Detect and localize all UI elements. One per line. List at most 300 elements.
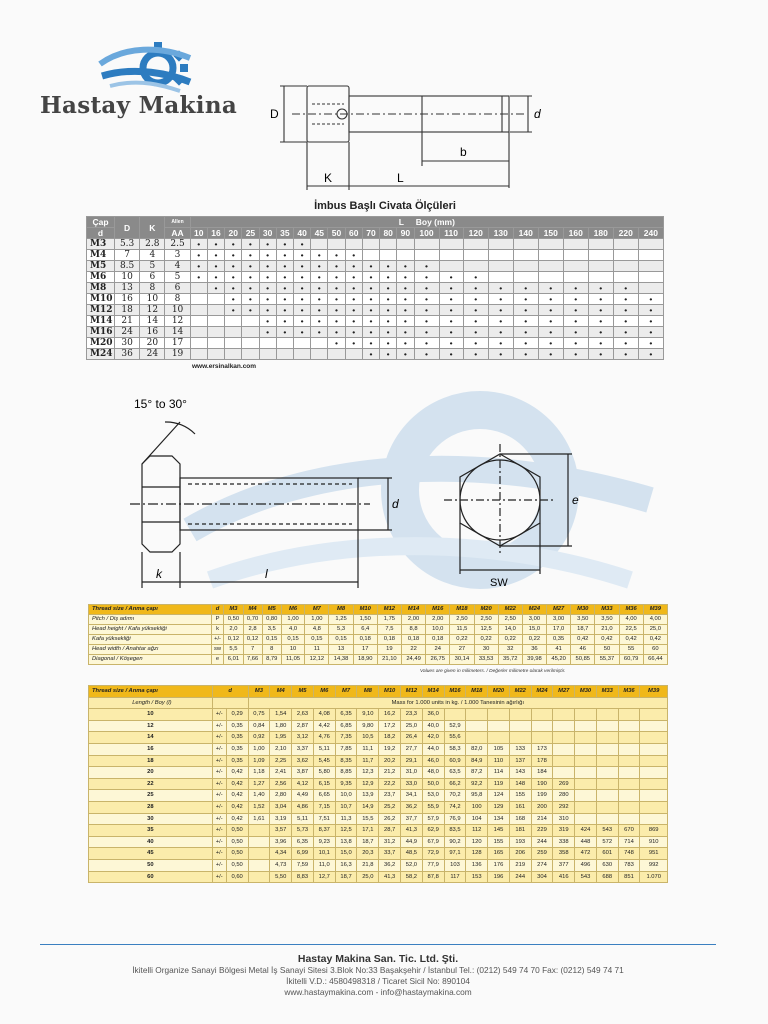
availability-dot-icon: •	[574, 349, 578, 359]
availability-cell	[293, 316, 310, 327]
t3-header-sym: d	[212, 686, 248, 698]
t2-header-label: Thread size / Anma çapı	[89, 605, 212, 615]
availability-cell	[538, 349, 563, 360]
mass-cell	[596, 732, 618, 744]
mass-cell: 1,52	[248, 801, 270, 813]
availability-dot-icon: •	[425, 349, 428, 359]
head-height: 5	[140, 261, 165, 272]
thread-size-header: M8	[357, 686, 379, 698]
availability-cell	[563, 239, 588, 250]
availability-dot-icon: •	[474, 349, 478, 359]
mass-cell: 92,2	[466, 778, 488, 790]
availability-dot-icon: •	[524, 349, 528, 359]
availability-cell	[513, 283, 538, 294]
mass-cell: 219	[509, 859, 531, 871]
availability-dot-icon: •	[474, 327, 478, 337]
availability-dot-icon: •	[524, 294, 528, 304]
availability-dot-icon: •	[599, 327, 603, 337]
availability-dot-icon: •	[474, 316, 478, 326]
mass-cell: 18,7	[357, 836, 379, 848]
availability-dot-icon: •	[449, 305, 453, 315]
mass-cell: 543	[575, 871, 597, 883]
availability-dot-icon: •	[549, 294, 553, 304]
availability-cell	[488, 272, 513, 283]
availability-cell	[311, 305, 328, 316]
tolerance-value: 0,35	[226, 720, 248, 732]
availability-dot-icon: •	[425, 338, 428, 348]
mass-cell: 269	[553, 778, 575, 790]
availability-cell	[613, 327, 638, 338]
availability-cell	[638, 305, 663, 316]
value-cell: 45,20	[547, 655, 571, 665]
availability-dot-icon: •	[649, 327, 653, 337]
dim-label-e: e	[572, 493, 579, 507]
mass-cell: 11,3	[335, 813, 357, 825]
thread-size-header: M39	[640, 686, 668, 698]
availability-dot-icon: •	[369, 261, 373, 271]
availability-dot-icon: •	[549, 349, 553, 359]
length-header: 40	[293, 228, 310, 239]
mass-cell: 168	[509, 813, 531, 825]
availability-cell	[439, 305, 463, 316]
mass-cell: 100	[466, 801, 488, 813]
mass-cell: 0,84	[248, 720, 270, 732]
head-height: 24	[140, 349, 165, 360]
availability-cell	[513, 327, 538, 338]
availability-dot-icon: •	[266, 272, 270, 282]
availability-cell	[463, 250, 488, 261]
head-height: 16	[140, 327, 165, 338]
mass-cell	[596, 813, 618, 825]
availability-cell	[225, 294, 242, 305]
availability-cell	[242, 272, 259, 283]
availability-cell	[588, 283, 613, 294]
mass-cell: 4,08	[313, 709, 335, 721]
mass-cell: 206	[509, 848, 531, 860]
mass-cell: 18,7	[335, 871, 357, 883]
value-cell: 3,50	[571, 615, 595, 625]
availability-dot-icon: •	[317, 305, 321, 315]
availability-cell	[259, 338, 276, 349]
availability-cell	[538, 261, 563, 272]
availability-dot-icon: •	[231, 294, 235, 304]
mass-cell: 103	[444, 859, 466, 871]
mass-cell: 1,54	[270, 709, 292, 721]
mass-cell	[531, 732, 553, 744]
availability-cell	[293, 261, 310, 272]
availability-cell	[311, 261, 328, 272]
availability-dot-icon: •	[335, 272, 338, 282]
availability-cell	[259, 327, 276, 338]
mass-cell: 851	[618, 871, 640, 883]
mass-cell: 40,0	[422, 720, 444, 732]
head-height: 10	[140, 294, 165, 305]
table-row	[89, 767, 668, 779]
head-height: 4	[140, 250, 165, 261]
table-row	[89, 743, 668, 755]
length-value: 14	[89, 732, 213, 744]
availability-dot-icon: •	[317, 261, 321, 271]
value-cell: 0,50	[224, 615, 243, 625]
length-value: 20	[89, 767, 213, 779]
availability-cell	[242, 327, 259, 338]
mass-cell: 244	[531, 836, 553, 848]
availability-dot-icon: •	[524, 283, 528, 293]
value-cell: 6,01	[224, 655, 243, 665]
value-cell: 1,75	[377, 615, 401, 625]
head-height: 14	[140, 316, 165, 327]
availability-cell	[380, 294, 397, 305]
availability-cell	[328, 261, 345, 272]
availability-cell	[225, 272, 242, 283]
availability-cell	[293, 294, 310, 305]
availability-dot-icon: •	[283, 305, 287, 315]
table-row	[87, 305, 664, 316]
tolerance-sign: +/-	[212, 848, 226, 860]
row-symbol: +/-	[211, 635, 224, 645]
availability-dot-icon: •	[524, 327, 528, 337]
mass-cell: 41,3	[379, 871, 401, 883]
mass-cell	[640, 732, 668, 744]
mass-cell: 16,3	[335, 859, 357, 871]
value-cell: 0,42	[643, 635, 667, 645]
mass-cell	[640, 720, 668, 732]
table-row	[87, 283, 664, 294]
mass-cell	[575, 720, 597, 732]
table-row	[89, 755, 668, 767]
availability-dot-icon: •	[300, 261, 304, 271]
tolerance-value: 0,60	[226, 871, 248, 883]
availability-cell	[588, 338, 613, 349]
length-header: 20	[225, 228, 242, 239]
availability-dot-icon: •	[449, 316, 453, 326]
mass-cell	[618, 709, 640, 721]
footer-web: www.hastaymakina.com - info@hastaymakina.com	[284, 987, 472, 997]
tolerance-sign: +/-	[212, 743, 226, 755]
availability-cell	[276, 327, 293, 338]
size-name: M16	[87, 327, 115, 338]
hex-bolt-mass-table	[88, 685, 668, 883]
availability-dot-icon: •	[352, 305, 356, 315]
mass-cell	[553, 709, 575, 721]
gear-logo-icon	[40, 36, 250, 96]
col-allen: Allen	[165, 217, 190, 228]
mass-cell: 8,85	[335, 767, 357, 779]
socket-bolt-table-title: İmbus Başlı Civata Ölçüleri	[314, 200, 456, 212]
mass-cell: 11,1	[357, 743, 379, 755]
mass-cell: 36,2	[401, 801, 423, 813]
mass-cell: 2,56	[270, 778, 292, 790]
availability-cell	[207, 338, 224, 349]
mass-cell: 46,0	[422, 755, 444, 767]
thread-size-header: M14	[422, 686, 444, 698]
thread-size-header: M24	[522, 605, 546, 615]
tolerance-sign: +/-	[212, 767, 226, 779]
value-cell: 18,7	[571, 625, 595, 635]
availability-cell	[311, 349, 328, 360]
head-diameter: 5.3	[115, 239, 140, 250]
mass-cell: 33,0	[401, 778, 423, 790]
t2-header-sym: d	[211, 605, 224, 615]
mass-cell: 128	[466, 848, 488, 860]
availability-cell	[225, 250, 242, 261]
availability-cell	[242, 261, 259, 272]
mass-cell: 120	[466, 836, 488, 848]
mass-cell: 4,34	[270, 848, 292, 860]
availability-dot-icon: •	[369, 283, 373, 293]
value-cell: 1,25	[329, 615, 353, 625]
mass-cell: 19,2	[379, 743, 401, 755]
availability-cell	[488, 283, 513, 294]
availability-dot-icon: •	[599, 283, 603, 293]
availability-cell	[638, 316, 663, 327]
availability-dot-icon: •	[574, 316, 578, 326]
value-cell: 8,79	[262, 655, 281, 665]
mass-cell: 41,3	[401, 825, 423, 837]
value-cell: 30	[474, 645, 498, 655]
t3-length-label: Length / Boy (l)	[89, 697, 213, 709]
mass-cell: 4,86	[292, 801, 314, 813]
availability-dot-icon: •	[369, 294, 373, 304]
availability-dot-icon: •	[474, 305, 478, 315]
availability-dot-icon: •	[300, 239, 304, 249]
mass-cell: 3,62	[292, 755, 314, 767]
length-header: 140	[513, 228, 538, 239]
availability-dot-icon: •	[369, 272, 373, 282]
availability-cell	[328, 294, 345, 305]
availability-cell	[242, 338, 259, 349]
availability-cell	[345, 316, 362, 327]
mass-cell	[575, 778, 597, 790]
row-symbol: P	[211, 615, 224, 625]
mass-cell: 14,9	[357, 801, 379, 813]
mass-cell: 16,2	[379, 709, 401, 721]
size-name: M4	[87, 250, 115, 261]
availability-dot-icon: •	[352, 283, 356, 293]
mass-cell	[596, 709, 618, 721]
availability-cell	[380, 272, 397, 283]
value-cell: 0,18	[353, 635, 377, 645]
availability-dot-icon: •	[624, 283, 628, 293]
availability-dot-icon: •	[266, 261, 270, 271]
availability-cell	[190, 272, 207, 283]
mass-cell: 63,5	[444, 767, 466, 779]
mass-cell	[596, 743, 618, 755]
availability-cell	[345, 305, 362, 316]
availability-cell	[362, 305, 379, 316]
mass-cell: 23,3	[401, 709, 423, 721]
mass-cell	[575, 790, 597, 802]
availability-dot-icon: •	[352, 294, 356, 304]
availability-dot-icon: •	[403, 316, 407, 326]
availability-cell	[225, 261, 242, 272]
availability-cell	[588, 327, 613, 338]
length-value: 50	[89, 859, 213, 871]
head-height: 2.8	[140, 239, 165, 250]
value-cell: 4,00	[643, 615, 667, 625]
mass-cell	[575, 813, 597, 825]
table-row	[87, 261, 664, 272]
mass-cell: 148	[509, 778, 531, 790]
availability-dot-icon: •	[214, 239, 218, 249]
availability-cell	[380, 250, 397, 261]
availability-cell	[293, 305, 310, 316]
mass-cell	[618, 767, 640, 779]
availability-dot-icon: •	[214, 250, 218, 260]
availability-cell	[207, 283, 224, 294]
thread-size-header: M16	[426, 605, 450, 615]
length-header: 160	[563, 228, 588, 239]
availability-cell	[276, 294, 293, 305]
availability-cell	[513, 261, 538, 272]
availability-cell	[380, 261, 397, 272]
availability-dot-icon: •	[386, 294, 390, 304]
length-header: 240	[638, 228, 663, 239]
value-cell: 0,22	[498, 635, 522, 645]
value-cell: 1,00	[305, 615, 329, 625]
availability-dot-icon: •	[403, 294, 407, 304]
mass-cell: 543	[596, 825, 618, 837]
availability-cell	[311, 283, 328, 294]
availability-cell	[538, 305, 563, 316]
availability-cell	[513, 272, 538, 283]
value-cell: 5,5	[224, 645, 243, 655]
availability-cell	[345, 283, 362, 294]
value-cell: 2,0	[224, 625, 243, 635]
mass-cell: 12,3	[357, 767, 379, 779]
availability-cell	[311, 338, 328, 349]
availability-dot-icon: •	[425, 261, 428, 271]
mass-cell: 229	[531, 825, 553, 837]
length-header: 130	[488, 228, 513, 239]
row-symbol: k	[211, 625, 224, 635]
availability-cell	[613, 283, 638, 294]
availability-cell	[242, 294, 259, 305]
dim-label-d: d	[534, 107, 541, 121]
thread-size-header: M10	[353, 605, 377, 615]
availability-dot-icon: •	[474, 338, 478, 348]
availability-dot-icon: •	[524, 316, 528, 326]
availability-cell	[397, 327, 414, 338]
value-cell: 19	[377, 645, 401, 655]
mass-cell	[640, 790, 668, 802]
availability-dot-icon: •	[352, 250, 356, 260]
value-cell: 3,5	[262, 625, 281, 635]
mass-cell: 6,99	[292, 848, 314, 860]
availability-dot-icon: •	[283, 261, 287, 271]
mass-cell: 3,87	[292, 767, 314, 779]
availability-cell	[225, 316, 242, 327]
availability-dot-icon: •	[335, 338, 338, 348]
mass-cell: 136	[466, 859, 488, 871]
availability-dot-icon: •	[248, 294, 252, 304]
value-cell: 1,50	[353, 615, 377, 625]
thread-size-header: M27	[547, 605, 571, 615]
mass-cell: 50,0	[422, 778, 444, 790]
mass-cell	[553, 755, 575, 767]
value-cell: 7,66	[243, 655, 262, 665]
length-value: 25	[89, 790, 213, 802]
availability-dot-icon: •	[449, 272, 453, 282]
availability-cell	[207, 316, 224, 327]
mass-cell	[640, 801, 668, 813]
mass-cell	[640, 709, 668, 721]
thread-size-header: M8	[329, 605, 353, 615]
mass-cell: 58,2	[401, 871, 423, 883]
length-header: 110	[439, 228, 463, 239]
availability-dot-icon: •	[624, 349, 628, 359]
head-diameter: 21	[115, 316, 140, 327]
mass-cell: 25,0	[357, 871, 379, 883]
mass-cell: 3,57	[270, 825, 292, 837]
mass-cell: 117	[444, 871, 466, 883]
mass-cell	[618, 720, 640, 732]
tolerance-value: 0,50	[226, 836, 248, 848]
col-allen-sub: AA	[165, 228, 190, 239]
availability-cell	[293, 349, 310, 360]
availability-cell	[588, 239, 613, 250]
availability-cell	[259, 239, 276, 250]
availability-dot-icon: •	[624, 316, 628, 326]
availability-cell	[414, 239, 439, 250]
row-label: Head height / Kafa yüksekliği	[89, 625, 212, 635]
availability-cell	[613, 272, 638, 283]
hex-bolt-drawing	[120, 392, 600, 592]
mass-cell: 0,75	[248, 709, 270, 721]
availability-dot-icon: •	[549, 338, 553, 348]
mass-cell: 60,9	[444, 755, 466, 767]
tolerance-value: 0,42	[226, 790, 248, 802]
availability-dot-icon: •	[599, 349, 603, 359]
availability-cell	[259, 316, 276, 327]
availability-dot-icon: •	[624, 338, 628, 348]
availability-cell	[276, 338, 293, 349]
value-cell: 5,3	[329, 625, 353, 635]
availability-dot-icon: •	[574, 327, 578, 337]
availability-cell	[613, 250, 638, 261]
mass-cell: 76,9	[444, 813, 466, 825]
mass-cell: 153	[466, 871, 488, 883]
value-cell: 32	[498, 645, 522, 655]
mass-cell: 124	[488, 790, 510, 802]
tolerance-value: 0,50	[226, 825, 248, 837]
availability-cell	[397, 316, 414, 327]
tolerance-sign: +/-	[212, 778, 226, 790]
thread-size-header: M7	[305, 605, 329, 615]
allen-size: 12	[165, 316, 190, 327]
mass-cell: 23,7	[379, 790, 401, 802]
tolerance-sign: +/-	[212, 790, 226, 802]
table-row	[89, 615, 668, 625]
length-value: 12	[89, 720, 213, 732]
thread-size-header: M4	[243, 605, 262, 615]
availability-cell	[259, 305, 276, 316]
mass-cell	[640, 755, 668, 767]
mass-cell: 304	[531, 871, 553, 883]
availability-dot-icon: •	[214, 272, 218, 282]
head-diameter: 36	[115, 349, 140, 360]
size-name: M6	[87, 272, 115, 283]
value-cell: 0,15	[329, 635, 353, 645]
value-cell: 0,70	[243, 615, 262, 625]
availability-cell	[613, 305, 638, 316]
value-cell: 11	[305, 645, 329, 655]
value-cell: 10	[281, 645, 304, 655]
row-label: Kafa yüksekliği	[89, 635, 212, 645]
mass-cell: 1,80	[270, 720, 292, 732]
mass-cell: 910	[640, 836, 668, 848]
availability-cell	[362, 272, 379, 283]
